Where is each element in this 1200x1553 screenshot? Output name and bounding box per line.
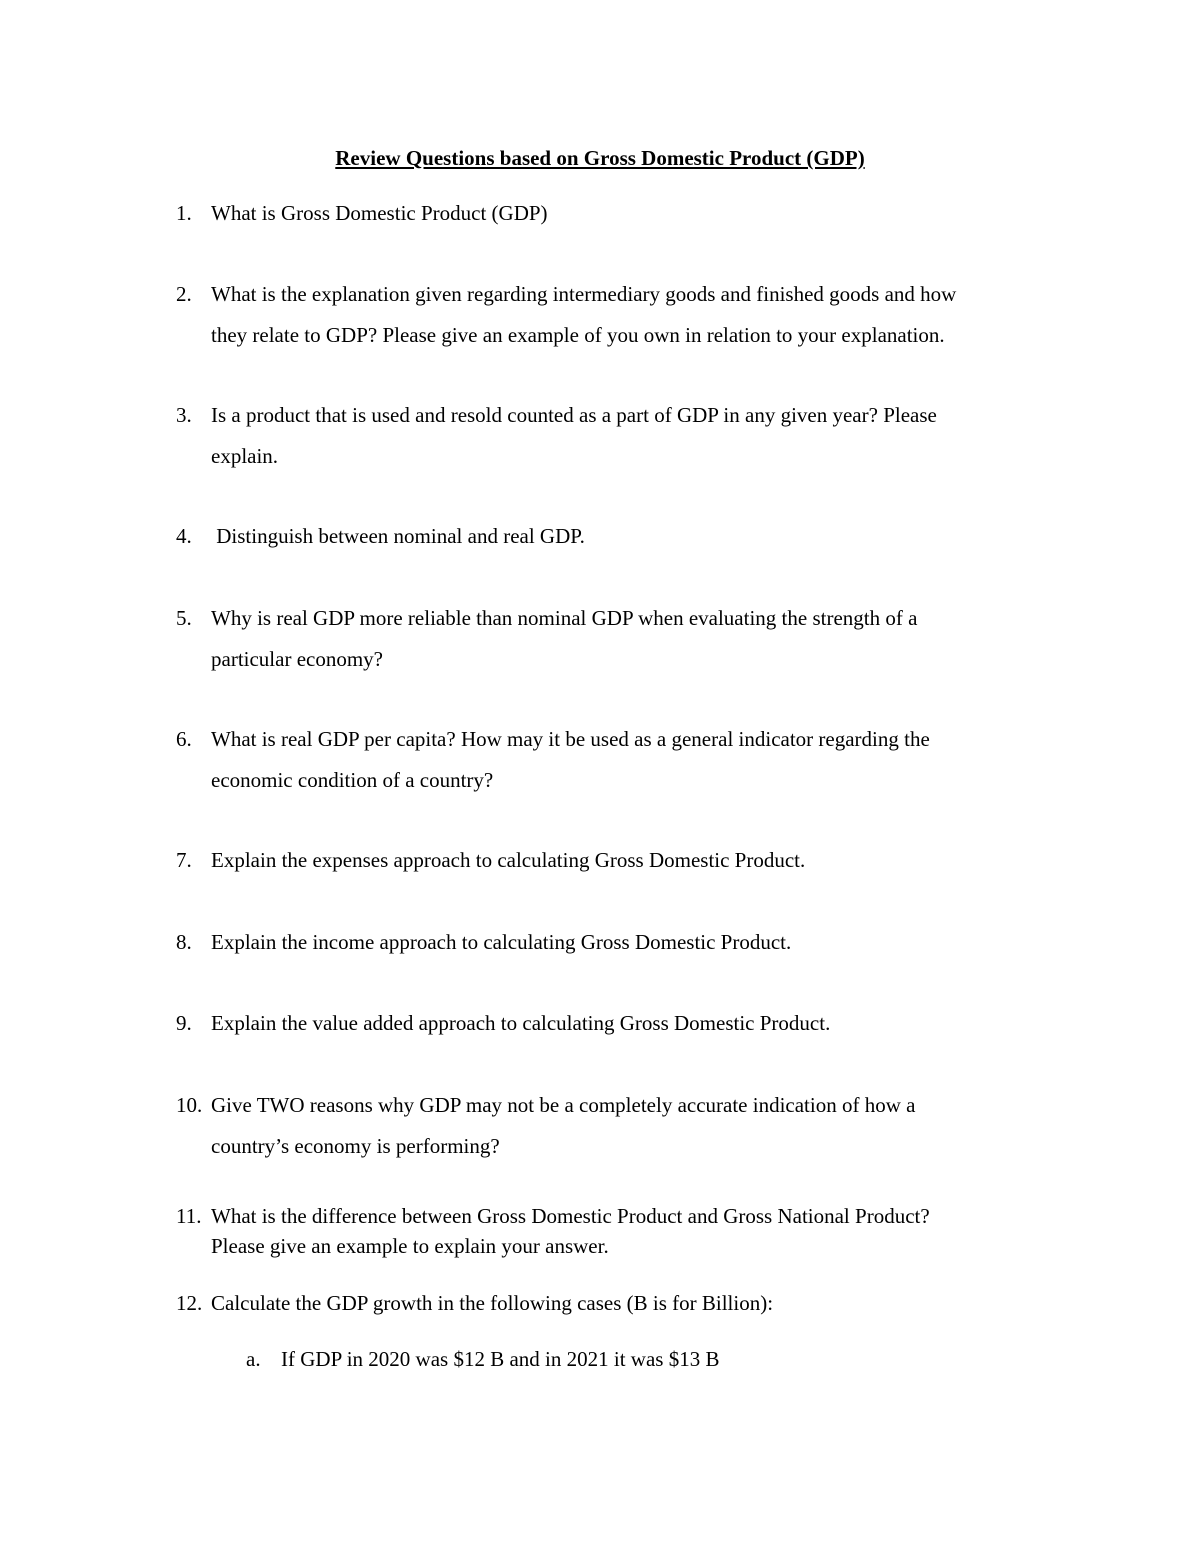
question-text: What is Gross Domestic Product (GDP): [211, 201, 548, 225]
question-number: 4.: [176, 524, 192, 548]
question-number: 9.: [176, 1011, 192, 1035]
page-title: Review Questions based on Gross Domestic Product (GDP): [335, 146, 865, 170]
question-number: 1.: [176, 201, 192, 225]
question-text: What is the explanation given regarding intermediary goods and finished goods and how they relate to GDP? Please give an example of you own in relation to your explanation.: [211, 282, 957, 347]
sub-item-text: If GDP in 2020 was $12 B and in 2021 it was $13 B: [281, 1347, 720, 1371]
question-text: Explain the income approach to calculating Gross Domestic Product.: [211, 930, 792, 954]
question-number: 2.: [176, 282, 192, 306]
question-number: 6.: [176, 727, 192, 751]
sub-item-letter: a.: [246, 1347, 261, 1371]
question-number: 5.: [176, 606, 192, 630]
question-text: What is the difference between Gross Domestic Product and Gross National Product? Please give an example to explain your answer.: [211, 1204, 930, 1258]
question-text: Calculate the GDP growth in the following cases (B is for Billion):: [211, 1291, 774, 1315]
question-text: Distinguish between nominal and real GDP.: [211, 524, 585, 548]
question-text: Is a product that is used and resold counted as a part of GDP in any given year? Please explain.: [211, 403, 937, 468]
question-number: 8.: [176, 930, 192, 954]
question-number: 7.: [176, 848, 192, 872]
question-text: What is real GDP per capita? How may it be used as a general indicator regarding the economic condition of a country?: [211, 727, 930, 792]
question-number: 3.: [176, 403, 192, 427]
question-number: 12.: [176, 1291, 203, 1315]
question-text: Give TWO reasons why GDP may not be a completely accurate indication of how a country’s economy is performing?: [211, 1093, 916, 1158]
question-number: 10.: [176, 1093, 203, 1117]
question-text: Why is real GDP more reliable than nominal GDP when evaluating the strength of a particular economy?: [211, 606, 918, 671]
question-text: Explain the value added approach to calculating Gross Domestic Product.: [211, 1011, 831, 1035]
question-text: Explain the expenses approach to calculating Gross Domestic Product.: [211, 848, 806, 872]
question-number: 11.: [176, 1204, 202, 1228]
